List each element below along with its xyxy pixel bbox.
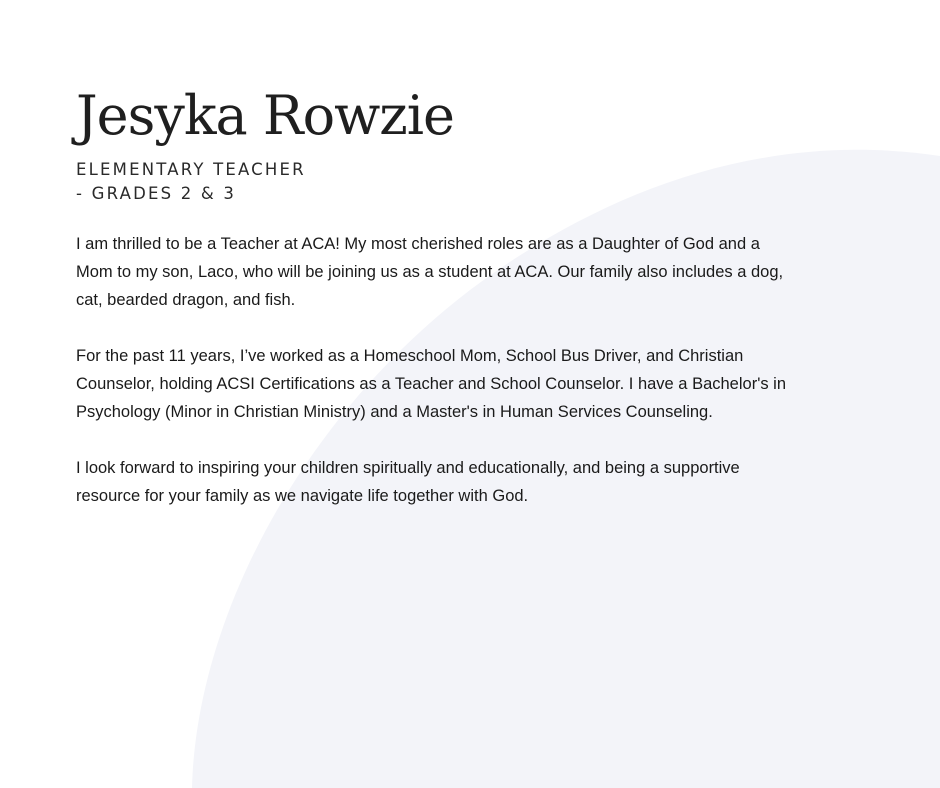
teacher-name: Jesyka Rowzie [76, 84, 454, 147]
teacher-role [76, 158, 796, 206]
role-line-2: - GRADES 2 & 3 [76, 184, 237, 203]
bio-paragraph-1: I am thrilled to be a Teacher at ACA! My most cherished roles are as a Daughter of God and a Mom to my son, Laco, who will be joining us as a student at ACA. Our family also includes a dog, cat, bearded dragon, and fish. [76, 235, 784, 309]
profile-card [76, 80, 796, 538]
bio-paragraph-2: For the past 11 years, I’ve worked as a Homeschool Mom, School Bus Driver, and Christian Counselor, holding ACSI Certifications as a Teacher and School Counselor. I have a Bachelor's in Psychology (Minor in Christian Ministry) and a Master's in Human Services Counseling. [76, 347, 787, 421]
bio-paragraph-3: I look forward to inspiring your children spiritually and educationally, and being a supportive resource for your family as we navigate life together with God. [76, 459, 740, 505]
bio-section [76, 230, 796, 510]
role-line-1: ELEMENTARY TEACHER [76, 160, 306, 179]
